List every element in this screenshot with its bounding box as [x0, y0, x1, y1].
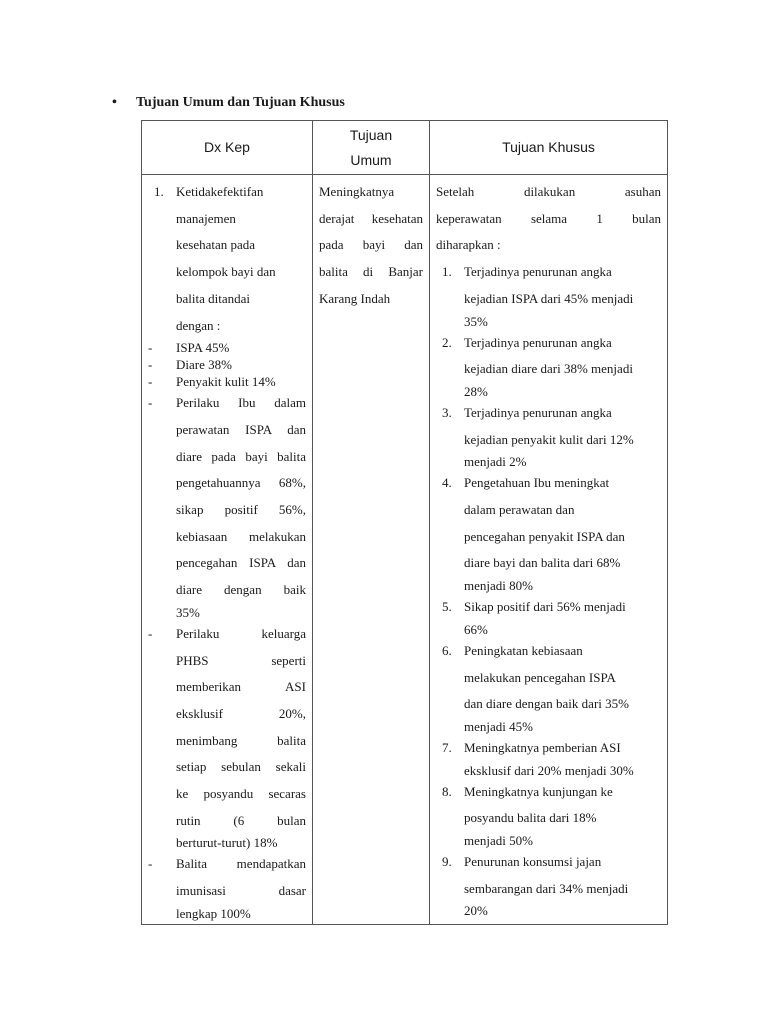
intro-line: keperawatan selama 1 bulan	[436, 210, 661, 226]
tujuan-khusus-item	[436, 638, 661, 735]
item-line: sembarangan dari 34% menjadi	[464, 880, 629, 896]
item-line: eksklusif dari 20% menjadi 30%	[464, 762, 634, 778]
item-number: 7.	[442, 739, 452, 755]
tujuan-khusus-item	[436, 849, 661, 919]
item-line: melakukan pencegahan ISPA	[464, 669, 616, 685]
item-line: menjadi 50%	[464, 833, 533, 849]
table-header-row	[142, 121, 668, 175]
item-line: Meningkatnya kunjungan ke	[464, 783, 613, 799]
intro-line: diharapkan :	[436, 237, 501, 253]
item-number: 2.	[442, 334, 452, 350]
dx-list-line: diare dengan baik	[176, 582, 306, 598]
tujuan-khusus-item	[436, 400, 661, 470]
dx-list-line: pencegahan ISPA dan	[176, 555, 306, 571]
tujuan-khusus-item	[436, 735, 661, 779]
item-line: Penurunan konsumsi jajan	[464, 854, 602, 870]
dx-title-line: manajemen	[176, 210, 236, 226]
dx-title-line: kesehatan pada	[176, 237, 256, 253]
dash-marker: -	[148, 395, 153, 411]
dx-list-item	[148, 339, 306, 356]
dx-title-line: dengan :	[176, 317, 221, 333]
dx-list-line: Perilaku keluarga	[176, 625, 306, 641]
dx-list-line: Penyakit kulit 14%	[176, 374, 276, 390]
item-line: Terjadinya penurunan angka	[464, 264, 612, 280]
dx-list-line: imunisasi dasar	[176, 883, 306, 899]
item-line: dan diare dengan baik dari 35%	[464, 696, 629, 712]
item-line: Sikap positif dari 56% menjadi	[464, 599, 626, 615]
item-number: 6.	[442, 642, 452, 658]
dx-list-line: diare pada bayi balita	[176, 448, 306, 464]
dx-title-line: balita ditandai	[176, 290, 251, 306]
dx-kep-content	[142, 175, 312, 924]
dx-title-line: kelompok bayi dan	[176, 264, 276, 280]
tujuan-khusus-content	[430, 175, 667, 921]
dx-list-line: memberikan ASI	[176, 679, 306, 695]
dx-list-item	[148, 356, 306, 373]
dx-list-line: eksklusif 20%,	[176, 705, 306, 721]
header-dx-kep: Dx Kep	[142, 121, 313, 175]
tujuan-khusus-item	[436, 779, 661, 849]
dash-marker: -	[148, 340, 153, 356]
item-line: Terjadinya penurunan angka	[464, 334, 612, 350]
dx-list-line: 35%	[176, 604, 200, 620]
table-row	[142, 175, 668, 925]
item-number: 3.	[442, 404, 452, 420]
item-line: kejadian diare dari 38% menjadi	[464, 361, 633, 377]
dx-kep-cell	[142, 175, 313, 925]
dash-marker: -	[148, 357, 153, 373]
item-line: menjadi 45%	[464, 718, 533, 734]
dx-list-line: perawatan ISPA dan	[176, 421, 306, 437]
item-line: posyandu balita dari 18%	[464, 810, 597, 826]
dx-list-line: sikap positif 56%,	[176, 502, 306, 518]
dash-marker: -	[148, 374, 153, 390]
tujuan-khusus-item	[436, 330, 661, 400]
item-number: 4.	[442, 475, 452, 491]
dx-list-line: pengetahuannya 68%,	[176, 475, 306, 491]
item-line: 66%	[464, 621, 488, 637]
dash-marker: -	[148, 625, 153, 641]
dx-list-line: Perilaku Ibu dalam	[176, 395, 306, 411]
dx-list-line: menimbang balita	[176, 732, 306, 748]
dx-item	[148, 179, 306, 339]
tujuan-umum-line: balita di Banjar	[319, 264, 423, 280]
tujuan-umum-line: Karang Indah	[319, 290, 391, 306]
item-line: Meningkatnya pemberian ASI	[464, 739, 621, 755]
dx-list-line: PHBS seperti	[176, 652, 306, 668]
section-heading-text: Tujuan Umum dan Tujuan Khusus	[136, 95, 345, 110]
dx-list-item	[148, 851, 306, 921]
item-line: menjadi 80%	[464, 578, 533, 594]
dx-list-line: berturut-turut) 18%	[176, 835, 278, 851]
dx-list-line: setiap sebulan sekali	[176, 759, 306, 775]
dx-list-line: ke posyandu secaras	[176, 786, 306, 802]
tujuan-umum-cell	[313, 175, 430, 925]
tujuan-umum-line: derajat kesehatan	[319, 210, 423, 226]
item-line: menjadi 2%	[464, 454, 527, 470]
item-line: Peningkatan kebiasaan	[464, 642, 583, 658]
section-heading	[112, 95, 345, 111]
item-line: 20%	[464, 903, 488, 919]
dx-list-line: Diare 38%	[176, 357, 232, 373]
dx-list-line: lengkap 100%	[176, 905, 251, 921]
item-number: 9.	[442, 854, 452, 870]
header-tujuan-umum: Tujuan Umum	[313, 121, 430, 175]
item-number: 8.	[442, 783, 452, 799]
item-line: kejadian ISPA dari 45% menjadi	[464, 290, 634, 306]
tujuan-khusus-cell	[430, 175, 668, 925]
dx-list-line: Balita mendapatkan	[176, 856, 306, 872]
tujuan-umum-line: pada bayi dan	[319, 237, 423, 253]
item-line: dalam perawatan dan	[464, 502, 575, 518]
dx-list-item	[148, 390, 306, 621]
dx-list-item	[148, 373, 306, 390]
dx-item-number: 1.	[154, 184, 164, 199]
item-line: 28%	[464, 383, 488, 399]
dx-list-line: ISPA 45%	[176, 340, 230, 356]
tujuan-khusus-item	[436, 470, 661, 594]
dx-list-line: kebiasaan melakukan	[176, 528, 306, 544]
item-line: Pengetahuan Ibu meningkat	[464, 475, 610, 491]
item-line: Terjadinya penurunan angka	[464, 404, 612, 420]
dx-list-item	[148, 621, 306, 852]
dash-marker: -	[148, 856, 153, 872]
item-line: 35%	[464, 313, 488, 329]
tujuan-khusus-item	[436, 259, 661, 329]
header-tujuan-khusus: Tujuan Khusus	[430, 121, 668, 175]
goals-table	[141, 120, 668, 925]
dx-list-line: rutin (6 bulan	[176, 812, 306, 828]
tujuan-umum-line: Meningkatnya	[319, 184, 395, 199]
item-number: 1.	[442, 264, 452, 280]
bullet-icon: •	[112, 95, 117, 110]
item-line: diare bayi dan balita dari 68%	[464, 555, 621, 571]
item-number: 5.	[442, 599, 452, 615]
tujuan-umum-content	[313, 175, 429, 315]
item-line: pencegahan penyakit ISPA dan	[464, 528, 625, 544]
tujuan-khusus-item	[436, 594, 661, 638]
dx-title-line: Ketidakefektifan	[176, 184, 264, 199]
intro-line: Setelah dilakukan asuhan	[436, 184, 661, 199]
item-line: kejadian penyakit kulit dari 12%	[464, 431, 634, 447]
